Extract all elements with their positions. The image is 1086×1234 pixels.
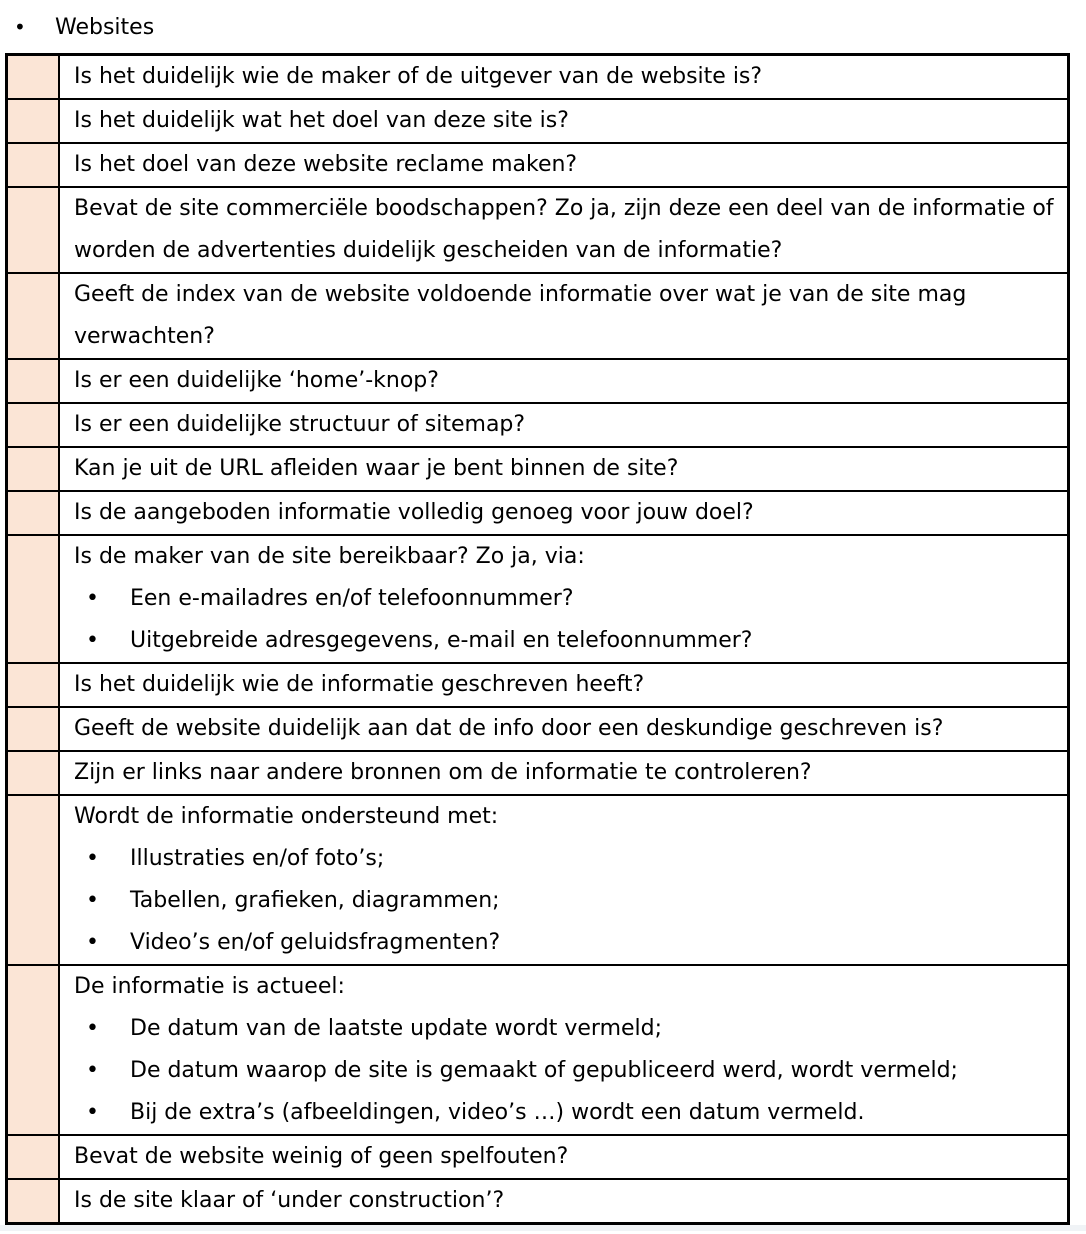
question-cell: [59, 187, 1069, 273]
table-row: [7, 99, 1069, 143]
table-row: [7, 55, 1069, 100]
question-cell: [59, 359, 1069, 403]
question-cell: [59, 55, 1069, 100]
checkbox-cell[interactable]: [7, 1135, 60, 1179]
question-text: Is het duidelijk wie de maker of de uitgever van de website is?: [74, 64, 763, 89]
checkbox-cell[interactable]: [7, 535, 60, 663]
question-text: Is er een duidelijke structuur of sitemap?: [74, 412, 526, 437]
table-row: [7, 143, 1069, 187]
table-row: [7, 663, 1069, 707]
sub-bullet-list: [74, 838, 1057, 964]
sub-bullet-item: • Een e-mailadres en/of telefoonnummer?: [74, 578, 1057, 620]
question-text: Geeft de index van de website voldoende informatie over wat je van de site mag verwachten?: [74, 282, 967, 349]
question-text: Is het doel van deze website reclame maken?: [74, 152, 578, 177]
list-bullet-icon: •: [14, 15, 26, 39]
checklist-table-body: [7, 55, 1069, 1224]
question-cell: [59, 1135, 1069, 1179]
page-bottom-strip: [0, 1225, 1086, 1231]
sub-bullet-item: • De datum van de laatste update wordt vermeld;: [74, 1008, 1057, 1050]
checkbox-cell[interactable]: [7, 795, 60, 965]
table-row: [7, 751, 1069, 795]
sub-bullet-item: • Uitgebreide adresgegevens, e-mail en telefoonnummer?: [74, 620, 1057, 662]
question-text: Is het duidelijk wie de informatie geschreven heeft?: [74, 672, 645, 697]
question-text: Bevat de website weinig of geen spelfouten?: [74, 1144, 569, 1169]
checkbox-cell[interactable]: [7, 491, 60, 535]
question-cell: [59, 795, 1069, 965]
table-row: [7, 403, 1069, 447]
table-row: [7, 795, 1069, 965]
question-cell: [59, 99, 1069, 143]
checkbox-cell[interactable]: [7, 403, 60, 447]
question-cell: [59, 447, 1069, 491]
checkbox-cell[interactable]: [7, 359, 60, 403]
checkbox-cell[interactable]: [7, 663, 60, 707]
table-row: [7, 535, 1069, 663]
sub-bullet-list: [74, 578, 1057, 662]
checkbox-cell[interactable]: [7, 55, 60, 100]
checkbox-cell[interactable]: [7, 1179, 60, 1224]
checkbox-cell[interactable]: [7, 707, 60, 751]
question-text: Is het duidelijk wat het doel van deze site is?: [74, 108, 569, 133]
websites-checklist-table: [5, 53, 1070, 1225]
table-row: [7, 273, 1069, 359]
sub-bullet-item: • Tabellen, grafieken, diagrammen;: [74, 880, 1057, 922]
question-text: De informatie is actueel:: [74, 974, 345, 999]
table-row: [7, 1179, 1069, 1224]
table-row: [7, 965, 1069, 1135]
table-row: [7, 359, 1069, 403]
question-cell: [59, 143, 1069, 187]
question-cell: [59, 1179, 1069, 1224]
question-text: Is de site klaar of ‘under construction’?: [74, 1188, 505, 1213]
checkbox-cell[interactable]: [7, 187, 60, 273]
checkbox-cell[interactable]: [7, 143, 60, 187]
checkbox-cell[interactable]: [7, 447, 60, 491]
question-cell: [59, 707, 1069, 751]
question-cell: [59, 751, 1069, 795]
question-text: Geeft de website duidelijk aan dat de info door een deskundige geschreven is?: [74, 716, 944, 741]
question-text: Bevat de site commerciële boodschappen? Zo ja, zijn deze een deel van de informatie of worden de advertenties duidelijk gescheiden van de informatie?: [74, 196, 1054, 263]
question-cell: [59, 403, 1069, 447]
checkbox-cell[interactable]: [7, 99, 60, 143]
sub-bullet-list: [74, 1008, 1057, 1134]
question-text: Zijn er links naar andere bronnen om de informatie te controleren?: [74, 760, 812, 785]
question-text: Kan je uit de URL afleiden waar je bent binnen de site?: [74, 456, 679, 481]
question-cell: [59, 273, 1069, 359]
question-text: Is er een duidelijke ‘home’-knop?: [74, 368, 439, 393]
question-cell: [59, 535, 1069, 663]
table-row: [7, 187, 1069, 273]
checkbox-cell[interactable]: [7, 273, 60, 359]
section-title: Websites: [55, 15, 155, 40]
question-cell: [59, 965, 1069, 1135]
table-row: [7, 707, 1069, 751]
sub-bullet-item: • De datum waarop de site is gemaakt of gepubliceerd werd, wordt vermeld;: [74, 1050, 1057, 1092]
sub-bullet-item: • Video’s en/of geluidsfragmenten?: [74, 922, 1057, 964]
question-text: Is de aangeboden informatie volledig genoeg voor jouw doel?: [74, 500, 754, 525]
sub-bullet-item: • Bij de extra’s (afbeeldingen, video’s …) wordt een datum vermeld.: [74, 1092, 1057, 1134]
checkbox-cell[interactable]: [7, 751, 60, 795]
question-text: Wordt de informatie ondersteund met:: [74, 804, 499, 829]
table-row: [7, 1135, 1069, 1179]
table-row: [7, 491, 1069, 535]
question-text: Is de maker van de site bereikbaar? Zo ja, via:: [74, 544, 585, 569]
question-cell: [59, 663, 1069, 707]
section-heading: [0, 0, 1086, 53]
sub-bullet-item: • Illustraties en/of foto’s;: [74, 838, 1057, 880]
checkbox-cell[interactable]: [7, 965, 60, 1135]
question-cell: [59, 491, 1069, 535]
table-row: [7, 447, 1069, 491]
